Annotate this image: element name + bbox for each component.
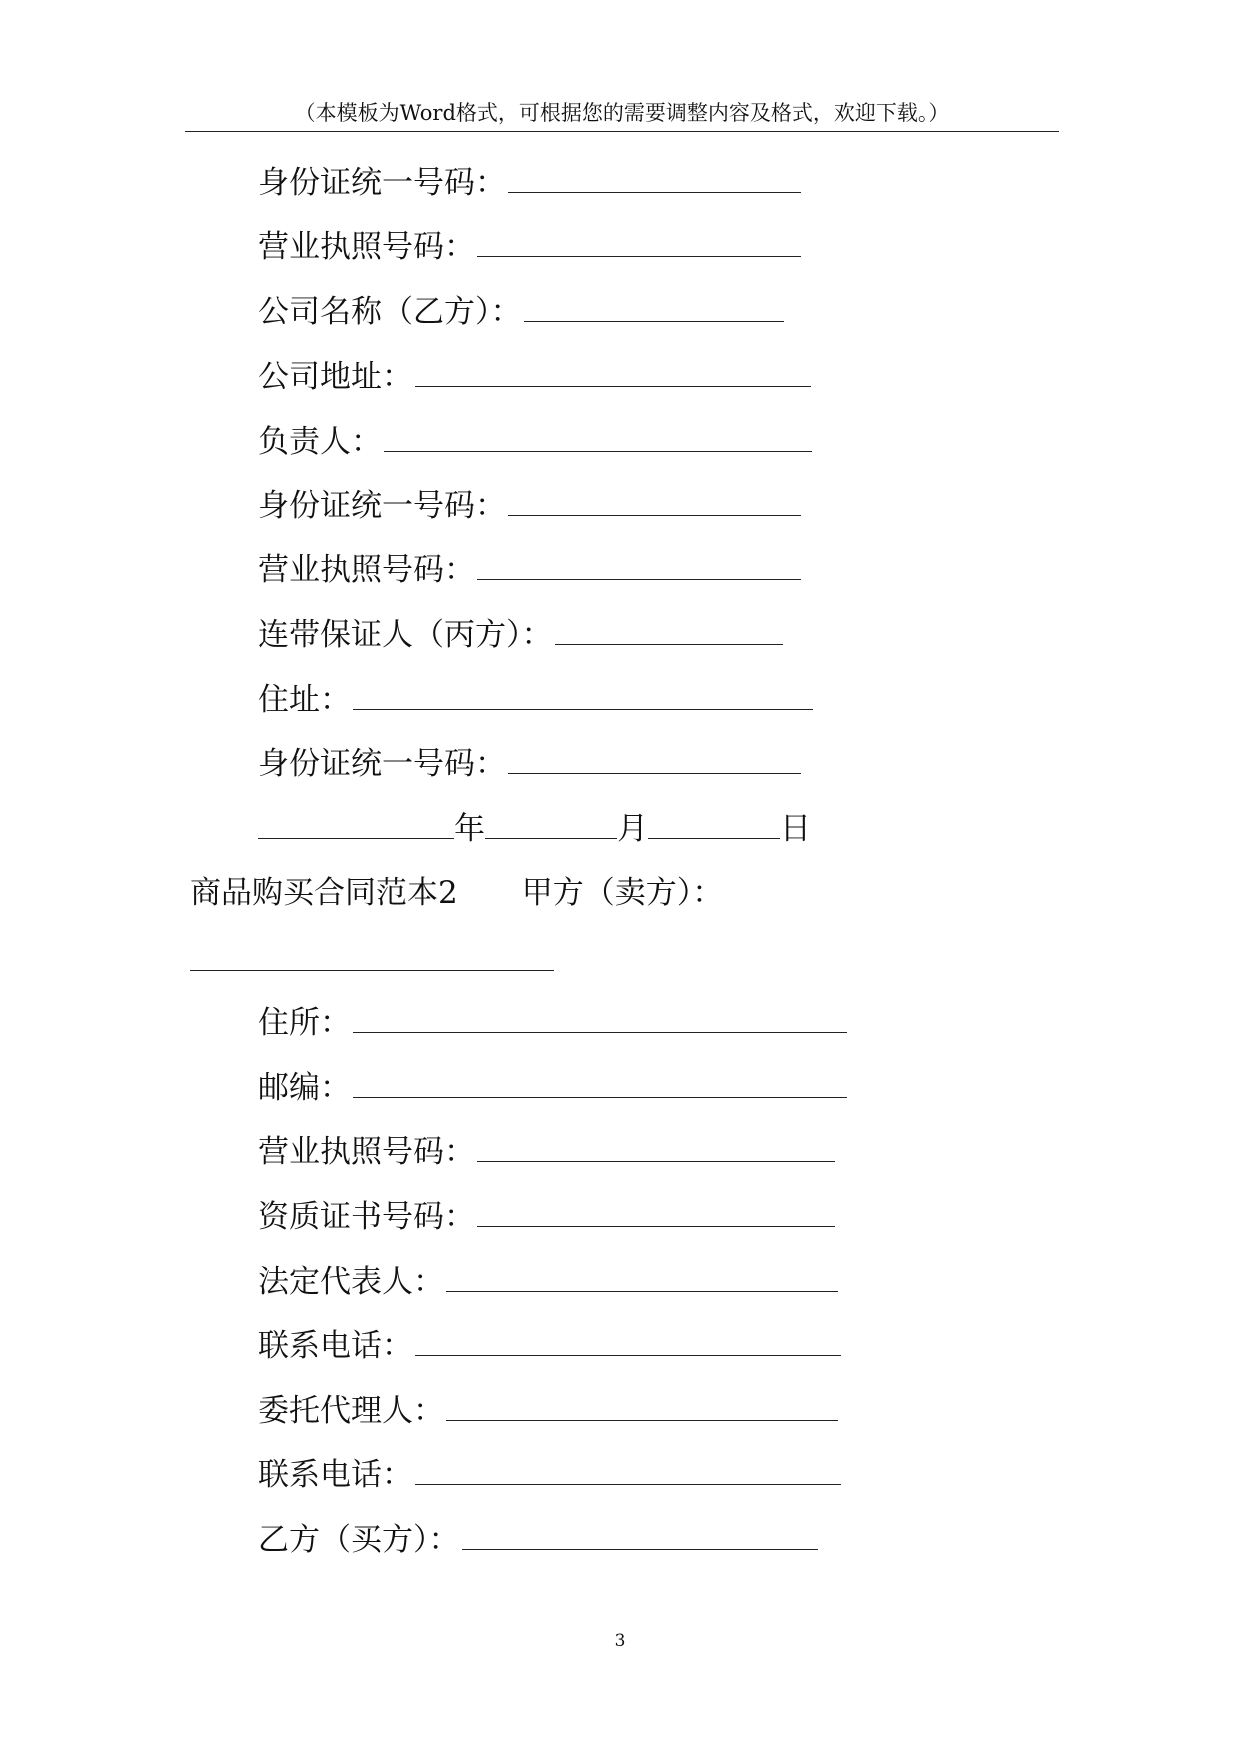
fill-in-blank[interactable] xyxy=(415,356,811,387)
field-party-b-buyer xyxy=(258,1519,818,1559)
fill-in-blank[interactable] xyxy=(415,1454,841,1485)
month-label: 月 xyxy=(617,811,648,847)
field-label: 营业执照号码： xyxy=(258,1134,475,1170)
field-label: 邮编： xyxy=(258,1070,351,1106)
party-a-blank[interactable] xyxy=(190,970,554,971)
field-qualification-cert xyxy=(258,1196,835,1236)
month-blank[interactable] xyxy=(485,808,617,839)
day-blank[interactable] xyxy=(648,808,780,839)
field-business-license xyxy=(258,1131,835,1171)
fill-in-blank[interactable] xyxy=(353,1067,847,1098)
fill-in-blank[interactable] xyxy=(384,421,812,452)
fill-in-blank[interactable] xyxy=(477,1131,835,1162)
template-note: （本模板为Word格式，可根据您的需要调整内容及格式，欢迎下载。） xyxy=(294,101,950,125)
header-divider xyxy=(185,131,1059,132)
party-a-label: 甲方（卖方）： xyxy=(521,875,724,911)
field-label: 营业执照号码： xyxy=(258,229,475,265)
year-label: 年 xyxy=(454,811,485,847)
field-legal-representative xyxy=(258,1261,838,1301)
field-phone xyxy=(258,1325,841,1365)
field-company-address xyxy=(258,356,811,396)
field-label: 身份证统一号码： xyxy=(258,165,506,201)
field-label: 法定代表人： xyxy=(258,1264,444,1300)
year-blank[interactable] xyxy=(258,808,454,839)
field-phone xyxy=(258,1454,841,1494)
field-responsible-person xyxy=(258,421,812,461)
field-label: 连带保证人（丙方）： xyxy=(258,617,553,653)
fill-in-blank[interactable] xyxy=(462,1519,818,1550)
field-address xyxy=(258,679,813,719)
fill-in-blank[interactable] xyxy=(508,485,801,516)
fill-in-blank[interactable] xyxy=(353,679,813,710)
field-label: 联系电话： xyxy=(258,1457,413,1493)
field-label: 住址： xyxy=(258,682,351,718)
contract-title: 商品购买合同范本2 xyxy=(190,875,458,911)
field-label: 资质证书号码： xyxy=(258,1199,475,1235)
field-label: 负责人： xyxy=(258,424,382,460)
field-label: 公司地址： xyxy=(258,359,413,395)
field-label: 乙方（买方）： xyxy=(258,1522,460,1558)
field-label: 身份证统一号码： xyxy=(258,488,506,524)
fill-in-blank[interactable] xyxy=(415,1325,841,1356)
field-residence xyxy=(258,1002,847,1042)
fill-in-blank[interactable] xyxy=(446,1390,838,1421)
field-business-license xyxy=(258,549,801,589)
date-line xyxy=(258,808,811,848)
fill-in-blank[interactable] xyxy=(446,1261,838,1292)
page-number: 3 xyxy=(614,1631,626,1651)
field-label: 联系电话： xyxy=(258,1328,413,1364)
field-postcode xyxy=(258,1067,847,1107)
field-id-number xyxy=(258,162,801,202)
field-label: 住所： xyxy=(258,1005,351,1041)
field-company-name xyxy=(258,291,784,331)
fill-in-blank[interactable] xyxy=(477,226,801,257)
field-label: 委托代理人： xyxy=(258,1393,444,1429)
field-label: 身份证统一号码： xyxy=(258,746,506,782)
fill-in-blank[interactable] xyxy=(508,162,801,193)
fill-in-blank[interactable] xyxy=(477,549,801,580)
field-label: 营业执照号码： xyxy=(258,552,475,588)
field-agent xyxy=(258,1390,838,1430)
day-label: 日 xyxy=(780,811,811,847)
fill-in-blank[interactable] xyxy=(477,1196,835,1227)
fill-in-blank[interactable] xyxy=(524,291,784,322)
contract-heading xyxy=(190,873,723,913)
fill-in-blank[interactable] xyxy=(353,1002,847,1033)
field-id-number xyxy=(258,743,801,783)
field-label: 公司名称（乙方）： xyxy=(258,294,522,330)
field-business-license xyxy=(258,226,801,266)
field-id-number xyxy=(258,485,801,525)
fill-in-blank[interactable] xyxy=(508,743,801,774)
field-guarantor xyxy=(258,614,783,654)
fill-in-blank[interactable] xyxy=(555,614,783,645)
